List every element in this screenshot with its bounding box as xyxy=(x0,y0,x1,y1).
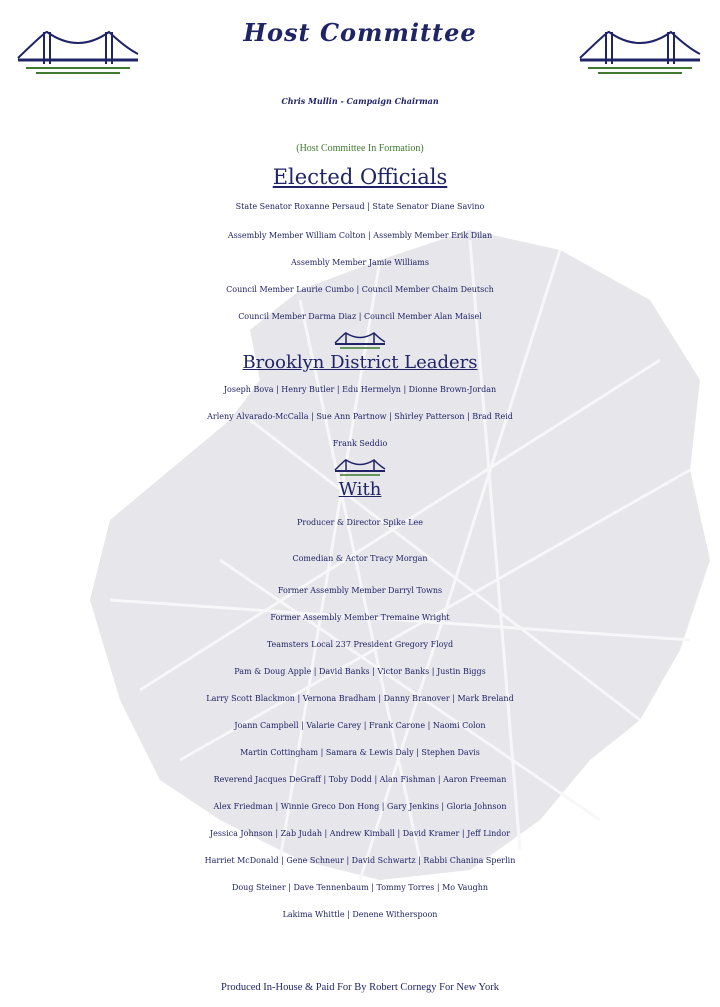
list-item: Former Assembly Member Tremaine Wright xyxy=(270,613,450,622)
featured-item: Producer & Director Spike Lee xyxy=(296,518,424,527)
page-title: Host Committee xyxy=(243,18,477,47)
list-item: Teamsters Local 237 President Gregory Floyd xyxy=(266,640,454,649)
list-item: Larry Scott Blackmon | Vernona Bradham | Danny Branover | Mark Breland xyxy=(206,694,514,703)
section-heading-elected: Elected Officials xyxy=(272,165,448,189)
list-item: Former Assembly Member Darryl Towns xyxy=(277,586,443,595)
formation-note: (Host Committee In Formation) xyxy=(296,143,424,154)
footer-disclaimer: Produced In-House & Paid For By Robert Cornegy For New York xyxy=(221,982,499,993)
list-item: State Senator Roxanne Persaud | State Senator Diane Savino xyxy=(235,202,485,211)
list-item: Frank Seddio xyxy=(332,439,388,448)
list-item: Assembly Member William Colton | Assembly Member Erik Dilan xyxy=(227,231,493,240)
list-item: Joann Campbell | Valarie Carey | Frank Carone | Naomi Colon xyxy=(234,721,486,730)
list-item: Pam & Doug Apple | David Banks | Victor Banks | Justin Biggs xyxy=(234,667,486,676)
list-item: Assembly Member Jamie Williams xyxy=(291,258,429,267)
list-item: Lakima Whittle | Denene Witherspoon xyxy=(282,910,438,919)
list-item: Reverend Jacques DeGraff | Toby Dodd | Alan Fishman | Aaron Freeman xyxy=(213,775,507,784)
list-item: Joseph Bova | Henry Butler | Edu Hermelyn | Dionne Brown-Jordan xyxy=(223,385,497,394)
list-item: Jessica Johnson | Zab Judah | Andrew Kimball | David Kramer | Jeff Lindor xyxy=(209,829,511,838)
bridge-icon xyxy=(334,330,386,350)
list-item: Arleny Alvarado-McCalla | Sue Ann Partnow | Shirley Patterson | Brad Reid xyxy=(207,412,513,421)
list-item: Council Member Darma Diaz | Council Member Alan Maisel xyxy=(238,312,482,321)
list-item: Doug Steiner | Dave Tennenbaum | Tommy Torres | Mo Vaughn xyxy=(231,883,489,892)
list-item: Council Member Laurie Cumbo | Council Member Chaim Deutsch xyxy=(226,285,494,294)
section-heading-with: With xyxy=(338,479,382,500)
committee-list xyxy=(0,162,720,928)
featured-item: Comedian & Actor Tracy Morgan xyxy=(292,554,428,563)
page-subtitle: Chris Mullin - Campaign Chairman xyxy=(281,96,439,106)
list-item: Alex Friedman | Winnie Greco Don Hong | Gary Jenkins | Gloria Johnson xyxy=(213,802,507,811)
list-item: Martin Cottingham | Samara & Lewis Daly | Stephen Davis xyxy=(240,748,480,757)
section-heading-district: Brooklyn District Leaders xyxy=(242,352,478,373)
bridge-icon xyxy=(334,457,386,477)
list-item: Harriet McDonald | Gene Schneur | David Schwartz | Rabbi Chanina Sperlin xyxy=(204,856,516,865)
